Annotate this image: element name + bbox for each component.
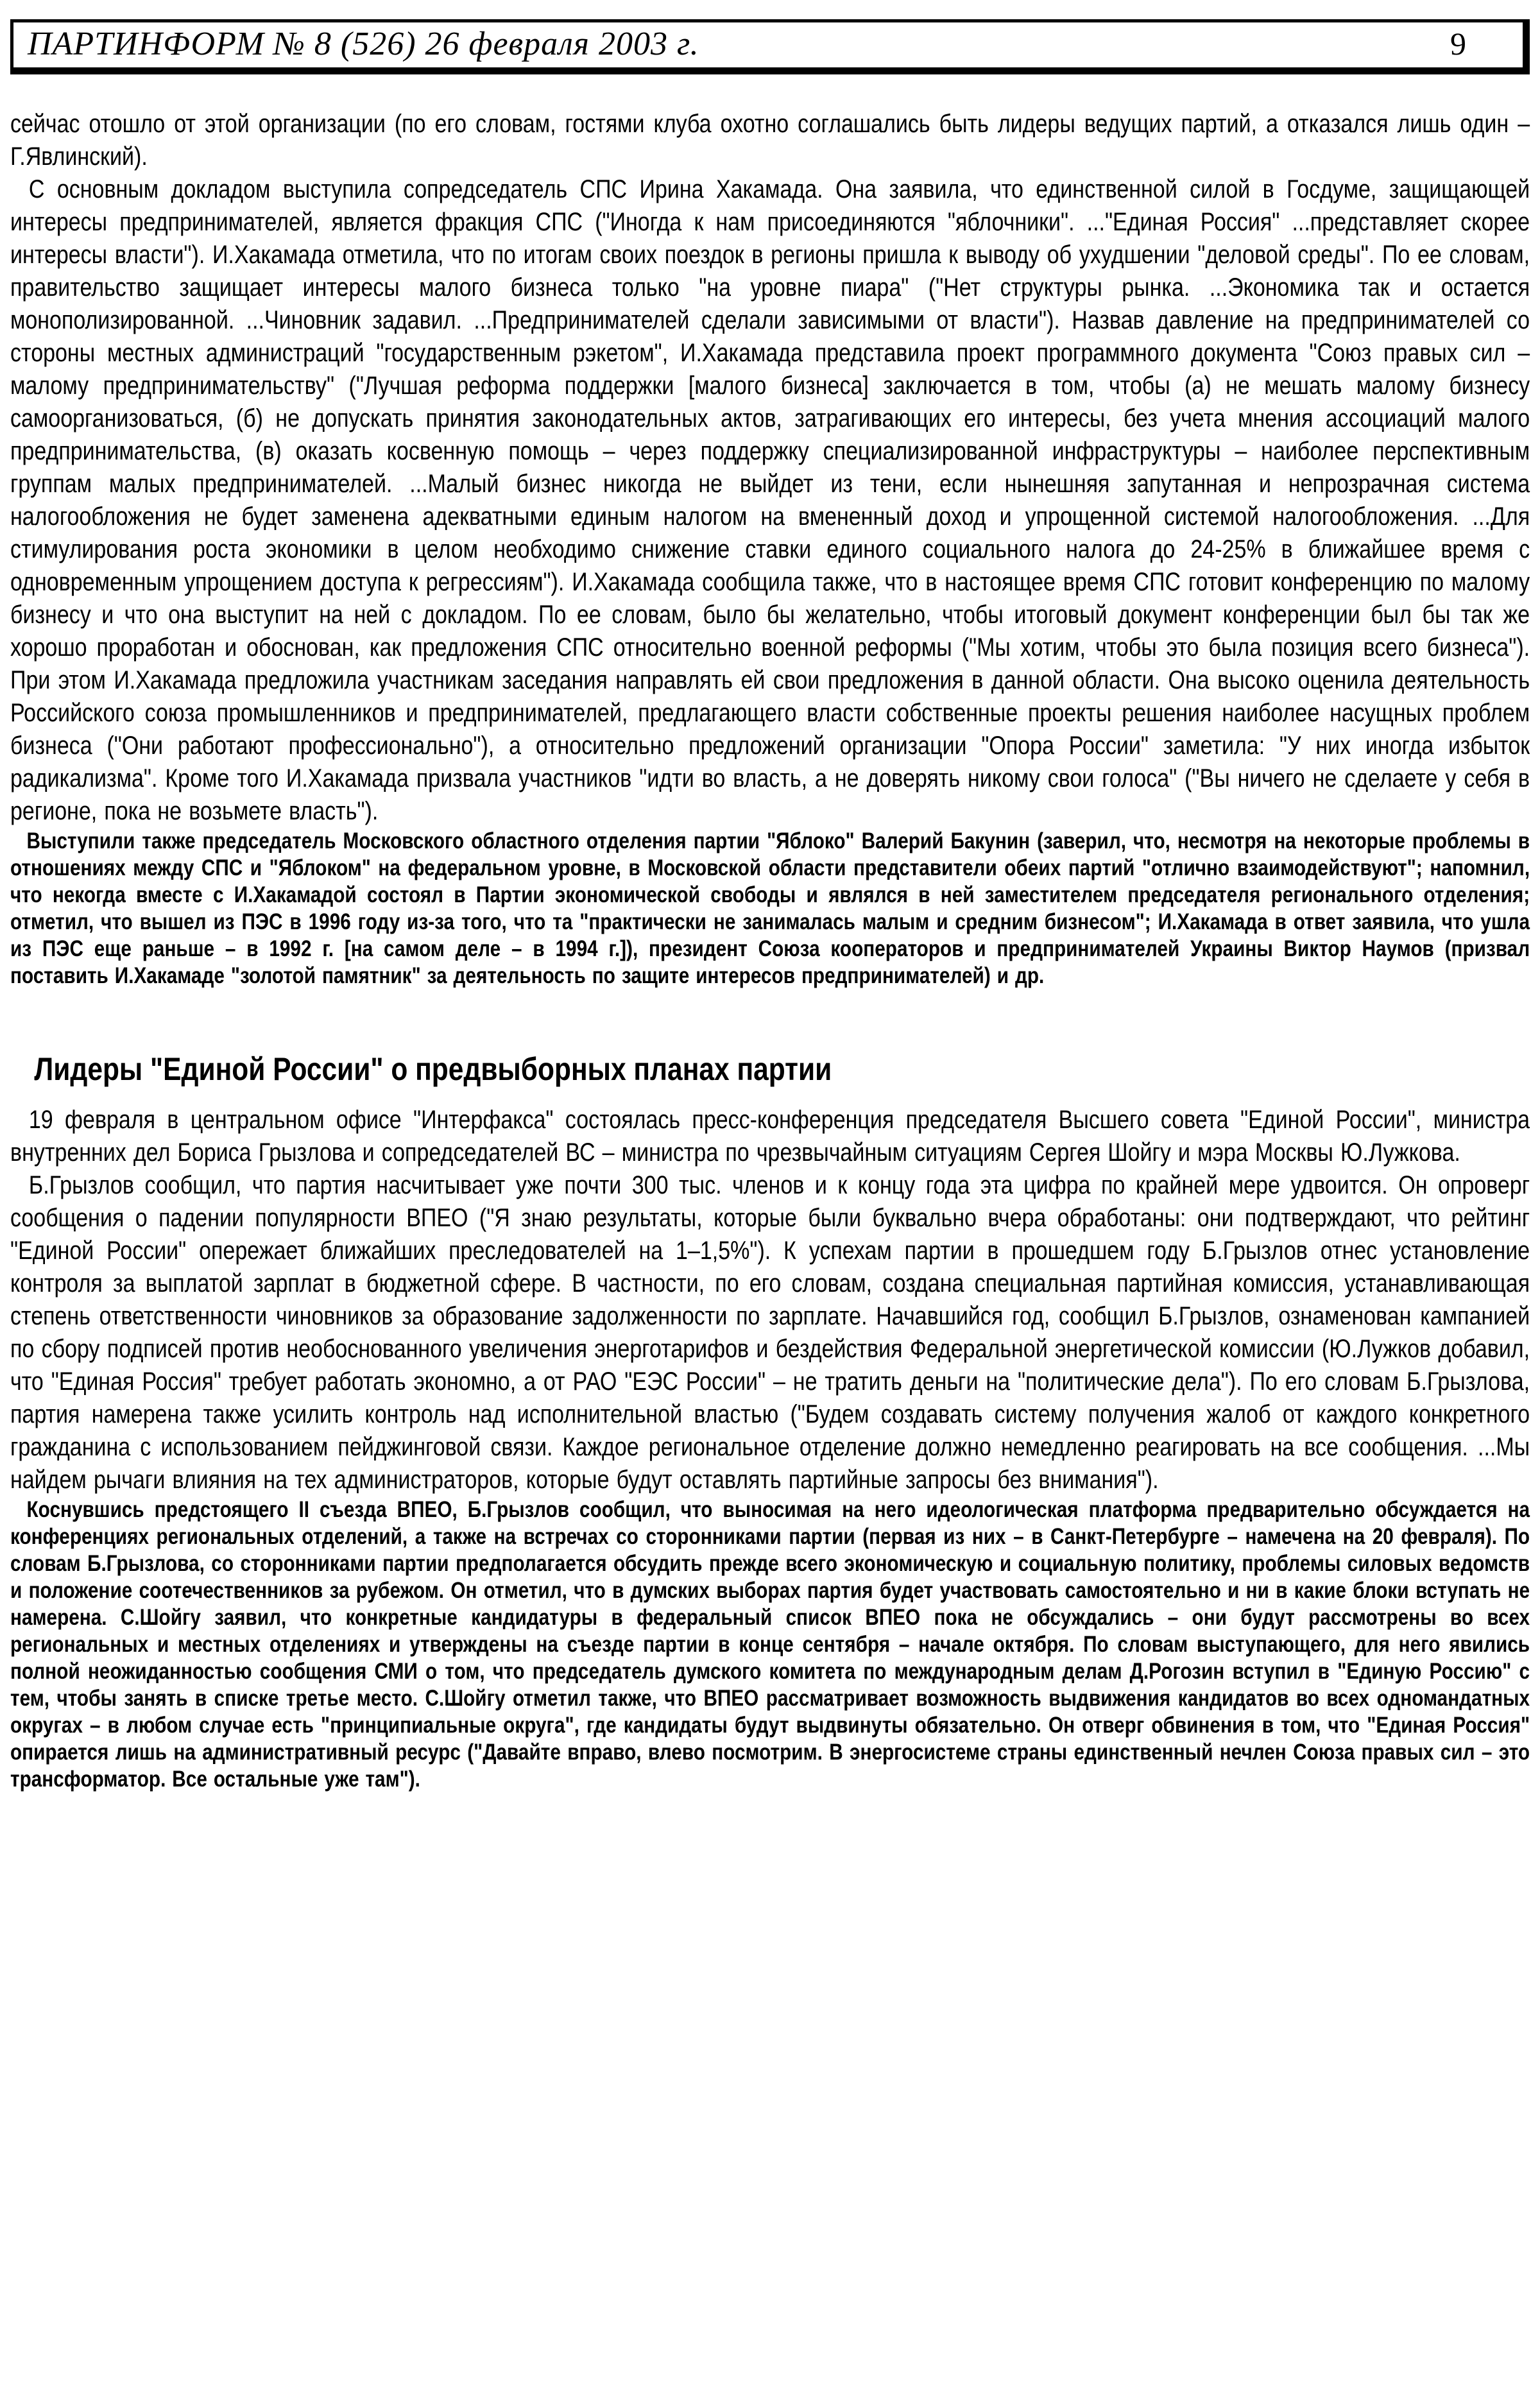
journal-title: ПАРТИНФОРМ № 8 (526) 26 февраля 2003 г.	[28, 25, 699, 62]
paragraph-continuation: сейчас отошло от этой организации (по его словам, гостями клуба охотно соглашались быть лидеры ведущих партий, а отказался лишь один – Г.Явлинский).	[10, 110, 1530, 171]
running-header	[10, 19, 1530, 74]
article-heading: Лидеры "Единой России" о предвыборных планах партии	[34, 1051, 832, 1087]
paragraph-press-conference-lead: 19 февраля в центральном офисе "Интерфакса" состоялась пресс-конференция председателя Высшего совета "Единой России", министра внутренних дел Бориса Грызлова и сопредседателей ВС – министра по чрезвычайным ситуациям Сергея Шойгу и мэра Москвы Ю.Лужкова.	[10, 1106, 1530, 1167]
page-number: 9	[1450, 26, 1466, 62]
paragraph-other-speakers: Выступили также председатель Московского областного отделения партии "Яблоко" Валерий Бакунин (заверил, что, несмотря на некоторые проблемы в отношениях между СПС и "Яблоком" на федеральном уровне, в Московской области представители обеих партий "отлично взаимодействуют"; напомнил, что некогда вместе с И.Хакамадой состоял в Партии экономической свободы и являлся в ней заместителем председателя регионального отделения; отметил, что вышел из ПЭС в 1996 году из-за того, что та "практически не занималась малым и средним бизнесом"; И.Хакамада в ответ заявила, что ушла из ПЭС еще раньше – в 1992 г. [на самом деле – в 1994 г.]), президент Союза кооператоров и предпринимателей Украины Виктор Наумов (призвал поставить И.Хакамаде "золотой памятник" за деятельность по защите интересов предпринимателей) и др.	[10, 828, 1530, 988]
page-content	[10, 108, 1530, 1793]
paragraph-congress-plans: Коснувшись предстоящего II съезда ВПЕО, Б.Грызлов сообщил, что выносимая на него идеологическая платформа предварительно обсуждается на конференциях региональных отделений, а также на встречах со сторонниками партии (первая из них – в Санкт-Петербурге – намечена на 20 февраля). По словам Б.Грызлова, со сторонниками партии предполагается обсудить прежде всего экономическую и социальную политику, проблемы силовых ведомств и положение соотечественников за рубежом. Он отметил, что в думских выборах партия будет участвовать самостоятельно и ни в какие блоки вступать не намерена. С.Шойгу заявил, что конкретные кандидатуры в федеральный список ВПЕО пока не обсуждались – они будут рассмотрены во всех региональных и местных отделениях и утверждены на съезде партии в конце сентября – начале октября. По словам выступающего, для него явились полной неожиданностью сообщения СМИ о том, что председатель думского комитета по международным делам Д.Рогозин вступил в "Единую Россию" с тем, чтобы занять в списке третье место. С.Шойгу отметил также, что ВПЕО рассматривает возможность выдвижения кандидатов во всех одномандатных округах – в любом случае есть "принципиальные округа", где кандидаты будут выдвинуты обязательно. Он отверг обвинения в том, что "Единая Россия" опирается лишь на административный ресурс ("Давайте вправо, влево посмотрим. В энергосистеме страны единственный нечлен Союза правых сил – это трансформатор. Все остальные уже там").	[10, 1497, 1530, 1792]
paragraph-hakamada-report: С основным докладом выступила сопредседатель СПС Ирина Хакамада. Она заявила, что единственной силой в Госдуме, защищающей интересы предпринимателей, является фракция СПС ("Иногда к нам присоединяются "яблочники". ..."Единая Россия" ...представляет скорее интересы власти"). И.Хакамада отметила, что по итогам своих поездок в регионы пришла к выводу об ухудшении "деловой среды". По ее словам, правительство защищает интересы малого бизнеса только "на уровне пиара" ("Нет структуры рынка. ...Экономика так и остается монополизированной. ...Чиновник задавил. ...Предпринимателей сделали зависимыми от власти"). Назвав давление на предпринимателей со стороны местных администраций "государственным рэкетом", И.Хакамада представила проект программного документа "Союз правых сил – малому предпринимательству" ("Лучшая реформа поддержки [малого бизнеса] заключается в том, чтобы (а) не мешать малому бизнесу самоорганизоваться, (б) не допускать принятия законодательных актов, затрагивающих его интересы, без учета мнения ассоциаций малого предпринимательства, (в) оказать косвенную помощь – через поддержку специализированной инфраструктуры – наиболее перспективным группам малых предпринимателей. ...Малый бизнес никогда не выйдет из тени, если нынешняя запутанная и непрозрачная система налогообложения не будет заменена адекватными единым налогом на вмененный доход и упрощенной системой налогообложения. ...Для стимулирования роста экономики в целом необходимо снижение ставки единого социального налога до 24-25% в ближайшее время с одновременным упрощением доступа к регрессиям"). И.Хакамада сообщила также, что в настоящее время СПС готовит конференцию по малому бизнесу и что она выступит на ней с докладом. По ее словам, было бы желательно, чтобы итоговый документ конференции был бы так же хорошо проработан и обоснован, как предложения СПС относительно военной реформы ("Мы хотим, чтобы это была позиция всего бизнеса"). При этом И.Хакамада предложила участникам заседания направлять ей свои предложения в данной области. Она высоко оценила деятельность Российского союза промышленников и предпринимателей, предлагающего власти собственные проекты решения наиболее насущных проблем бизнеса ("Они работают профессионально"), а относительно предложений организации "Опора России" заметила: "У них иногда избыток радикализма". Кроме того И.Хакамада призвала участников "идти во власть, а не доверять никому свои голоса" ("Вы ничего не сделаете у себя в регионе, пока не возьмете власть").	[10, 175, 1530, 825]
paragraph-gryzlov-statement: Б.Грызлов сообщил, что партия насчитывает уже почти 300 тыс. членов и к концу года эта цифра по крайней мере удвоится. Он опроверг сообщения о падении популярности ВПЕО ("Я знаю результаты, которые были буквально вчера обработаны: они подтверждают, что рейтинг "Единой России" опережает ближайших преследователей на 1–1,5%"). К успехам партии в прошедшем году Б.Грызлов отнес установление контроля за выплатой зарплат в бюджетной сфере. В частности, по его словам, создана специальная партийная комиссия, устанавливающая степень ответственности чиновников за образование задолженности по зарплате. Начавшийся год, сообщил Б.Грызлов, ознаменован кампанией по сбору подписей против необоснованного увеличения энерготарифов и бездействия Федеральной энергетической комиссии (Ю.Лужков добавил, что "Единая Россия" требует работать экономно, а от РАО "ЕЭС России" – не тратить деньги на "политические дела"). По его словам Б.Грызлова, партия намерена также усилить контроль над исполнительной властью ("Будем создавать систему получения жалоб от каждого конкретного гражданина с использованием пейджинговой связи. Каждое региональное отделение должно немедленно реагировать на все сообщения. ...Мы найдем рычаги влияния на тех администраторов, которые будут оставлять партийные запросы без внимания").	[10, 1171, 1530, 1494]
